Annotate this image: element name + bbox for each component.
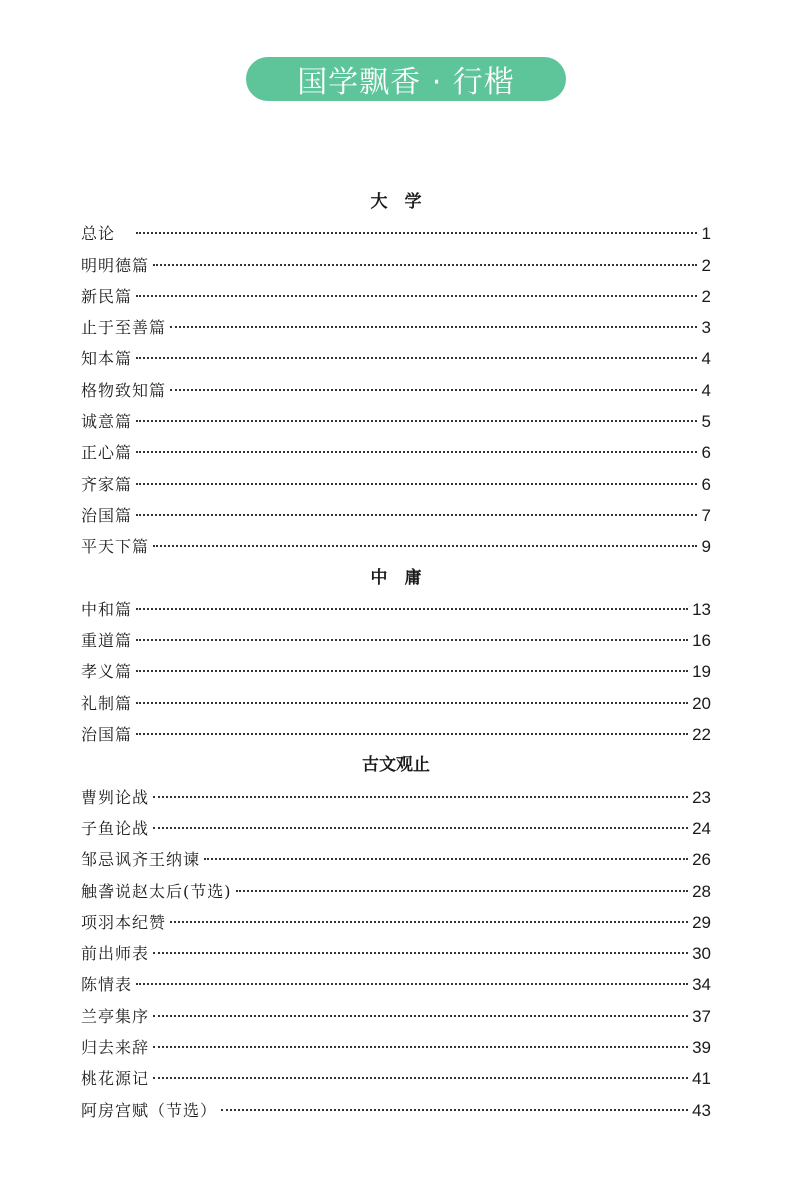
entry-page-number: 37 bbox=[692, 1006, 711, 1026]
entry-page-number: 34 bbox=[692, 975, 711, 995]
entry-title: 重道篇 bbox=[81, 631, 133, 651]
toc-entry[interactable] bbox=[81, 1032, 711, 1063]
dot-leader bbox=[204, 858, 688, 860]
entry-title: 曹刿论战 bbox=[81, 787, 150, 807]
dot-leader bbox=[136, 670, 688, 672]
entry-page-number: 3 bbox=[701, 318, 711, 338]
toc-entry[interactable] bbox=[81, 469, 711, 500]
dot-leader bbox=[136, 514, 697, 516]
dot-leader bbox=[136, 451, 697, 453]
entry-title: 齐家篇 bbox=[81, 474, 133, 494]
dot-leader bbox=[153, 827, 688, 829]
dot-leader bbox=[136, 357, 697, 359]
entry-title: 归去来辞 bbox=[81, 1038, 150, 1058]
dot-leader bbox=[136, 295, 697, 297]
toc-entry[interactable] bbox=[81, 281, 711, 312]
toc-entry[interactable] bbox=[81, 876, 711, 907]
dot-leader bbox=[136, 483, 697, 485]
toc-entry[interactable] bbox=[81, 1063, 711, 1094]
entry-page-number: 2 bbox=[701, 255, 711, 275]
toc-entry[interactable] bbox=[81, 782, 711, 813]
dot-leader bbox=[136, 733, 688, 735]
toc-section bbox=[81, 750, 711, 1126]
entry-page-number: 39 bbox=[692, 1038, 711, 1058]
entry-page-number: 23 bbox=[692, 787, 711, 807]
dot-leader bbox=[170, 921, 688, 923]
entry-page-number: 43 bbox=[692, 1100, 711, 1120]
entry-title: 中和篇 bbox=[81, 599, 133, 619]
entry-page-number: 22 bbox=[692, 725, 711, 745]
entry-title: 治国篇 bbox=[81, 725, 133, 745]
entry-page-number: 41 bbox=[692, 1069, 711, 1089]
section-title: 古文观止 bbox=[362, 755, 430, 776]
entry-page-number: 6 bbox=[701, 474, 711, 494]
toc-entry[interactable] bbox=[81, 625, 711, 656]
dot-leader bbox=[170, 326, 697, 328]
entry-title: 子鱼论战 bbox=[81, 818, 150, 838]
entry-title: 诚意篇 bbox=[81, 412, 133, 432]
entry-page-number: 7 bbox=[701, 505, 711, 525]
entry-page-number: 30 bbox=[692, 944, 711, 964]
table-of-contents bbox=[81, 187, 711, 1126]
entry-page-number: 2 bbox=[701, 286, 711, 306]
section-title: 中 庸 bbox=[370, 567, 422, 588]
toc-entry[interactable] bbox=[81, 938, 711, 969]
entry-page-number: 16 bbox=[692, 631, 711, 651]
dot-leader bbox=[136, 639, 688, 641]
dot-leader bbox=[136, 608, 688, 610]
toc-entry[interactable] bbox=[81, 1095, 711, 1126]
entry-title: 前出师表 bbox=[81, 944, 150, 964]
entry-title: 孝义篇 bbox=[81, 662, 133, 682]
entry-page-number: 24 bbox=[692, 818, 711, 838]
entry-title: 正心篇 bbox=[81, 443, 133, 463]
entry-title: 知本篇 bbox=[81, 349, 133, 369]
entry-title: 止于至善篇 bbox=[81, 318, 167, 338]
entry-title: 治国篇 bbox=[81, 505, 133, 525]
toc-entry[interactable] bbox=[81, 656, 711, 687]
entry-title: 邹忌讽齐王纳谏 bbox=[81, 850, 201, 870]
toc-entry[interactable] bbox=[81, 500, 711, 531]
entry-title: 兰亭集序 bbox=[81, 1006, 150, 1026]
entry-page-number: 6 bbox=[701, 443, 711, 463]
entry-title: 总论 bbox=[81, 224, 133, 244]
toc-entry[interactable] bbox=[81, 594, 711, 625]
entry-page-number: 26 bbox=[692, 850, 711, 870]
dot-leader bbox=[221, 1109, 688, 1111]
dot-leader bbox=[153, 264, 697, 266]
dot-leader bbox=[136, 420, 697, 422]
toc-entry[interactable] bbox=[81, 1001, 711, 1032]
entry-page-number: 19 bbox=[692, 662, 711, 682]
title-banner bbox=[246, 57, 566, 101]
dot-leader bbox=[153, 1015, 688, 1017]
entry-title: 平天下篇 bbox=[81, 537, 150, 557]
entry-title: 陈情表 bbox=[81, 975, 133, 995]
dot-leader bbox=[153, 796, 688, 798]
dot-leader bbox=[153, 1077, 688, 1079]
dot-leader bbox=[236, 890, 689, 892]
toc-entry[interactable] bbox=[81, 531, 711, 562]
toc-entry[interactable] bbox=[81, 218, 711, 249]
entry-page-number: 28 bbox=[692, 881, 711, 901]
entry-page-number: 13 bbox=[692, 599, 711, 619]
toc-entry[interactable] bbox=[81, 343, 711, 374]
entry-page-number: 1 bbox=[701, 224, 711, 244]
toc-entry[interactable] bbox=[81, 250, 711, 281]
toc-entry[interactable] bbox=[81, 375, 711, 406]
dot-leader bbox=[153, 1046, 688, 1048]
dot-leader bbox=[153, 952, 688, 954]
entry-page-number: 5 bbox=[701, 412, 711, 432]
entry-page-number: 29 bbox=[692, 912, 711, 932]
entry-page-number: 4 bbox=[701, 349, 711, 369]
dot-leader bbox=[136, 702, 688, 704]
toc-entry[interactable] bbox=[81, 844, 711, 875]
toc-entry[interactable] bbox=[81, 969, 711, 1000]
entry-title: 明明德篇 bbox=[81, 255, 150, 275]
toc-section bbox=[81, 187, 711, 563]
entry-title: 桃花源记 bbox=[81, 1069, 150, 1089]
toc-entry[interactable] bbox=[81, 907, 711, 938]
section-title: 大 学 bbox=[370, 192, 422, 212]
dot-leader bbox=[170, 389, 697, 391]
entry-title: 触詟说赵太后(节选) bbox=[81, 881, 232, 901]
page-title: 国学飘香 · 行楷 bbox=[297, 65, 515, 100]
toc-entry[interactable] bbox=[81, 813, 711, 844]
dot-leader bbox=[153, 545, 697, 547]
toc-entry[interactable] bbox=[81, 406, 711, 437]
entry-title: 新民篇 bbox=[81, 286, 133, 306]
toc-section bbox=[81, 563, 711, 751]
entry-page-number: 4 bbox=[701, 380, 711, 400]
entry-title: 项羽本纪赞 bbox=[81, 912, 167, 932]
toc-entry[interactable] bbox=[81, 688, 711, 719]
toc-entry[interactable] bbox=[81, 312, 711, 343]
toc-entry[interactable] bbox=[81, 437, 711, 468]
dot-leader bbox=[136, 983, 688, 985]
entry-page-number: 20 bbox=[692, 693, 711, 713]
dot-leader bbox=[136, 232, 697, 234]
entry-title: 礼制篇 bbox=[81, 693, 133, 713]
toc-entry[interactable] bbox=[81, 719, 711, 750]
entry-page-number: 9 bbox=[701, 537, 711, 557]
entry-title: 格物致知篇 bbox=[81, 380, 167, 400]
entry-title: 阿房宫赋（节选） bbox=[81, 1100, 218, 1120]
